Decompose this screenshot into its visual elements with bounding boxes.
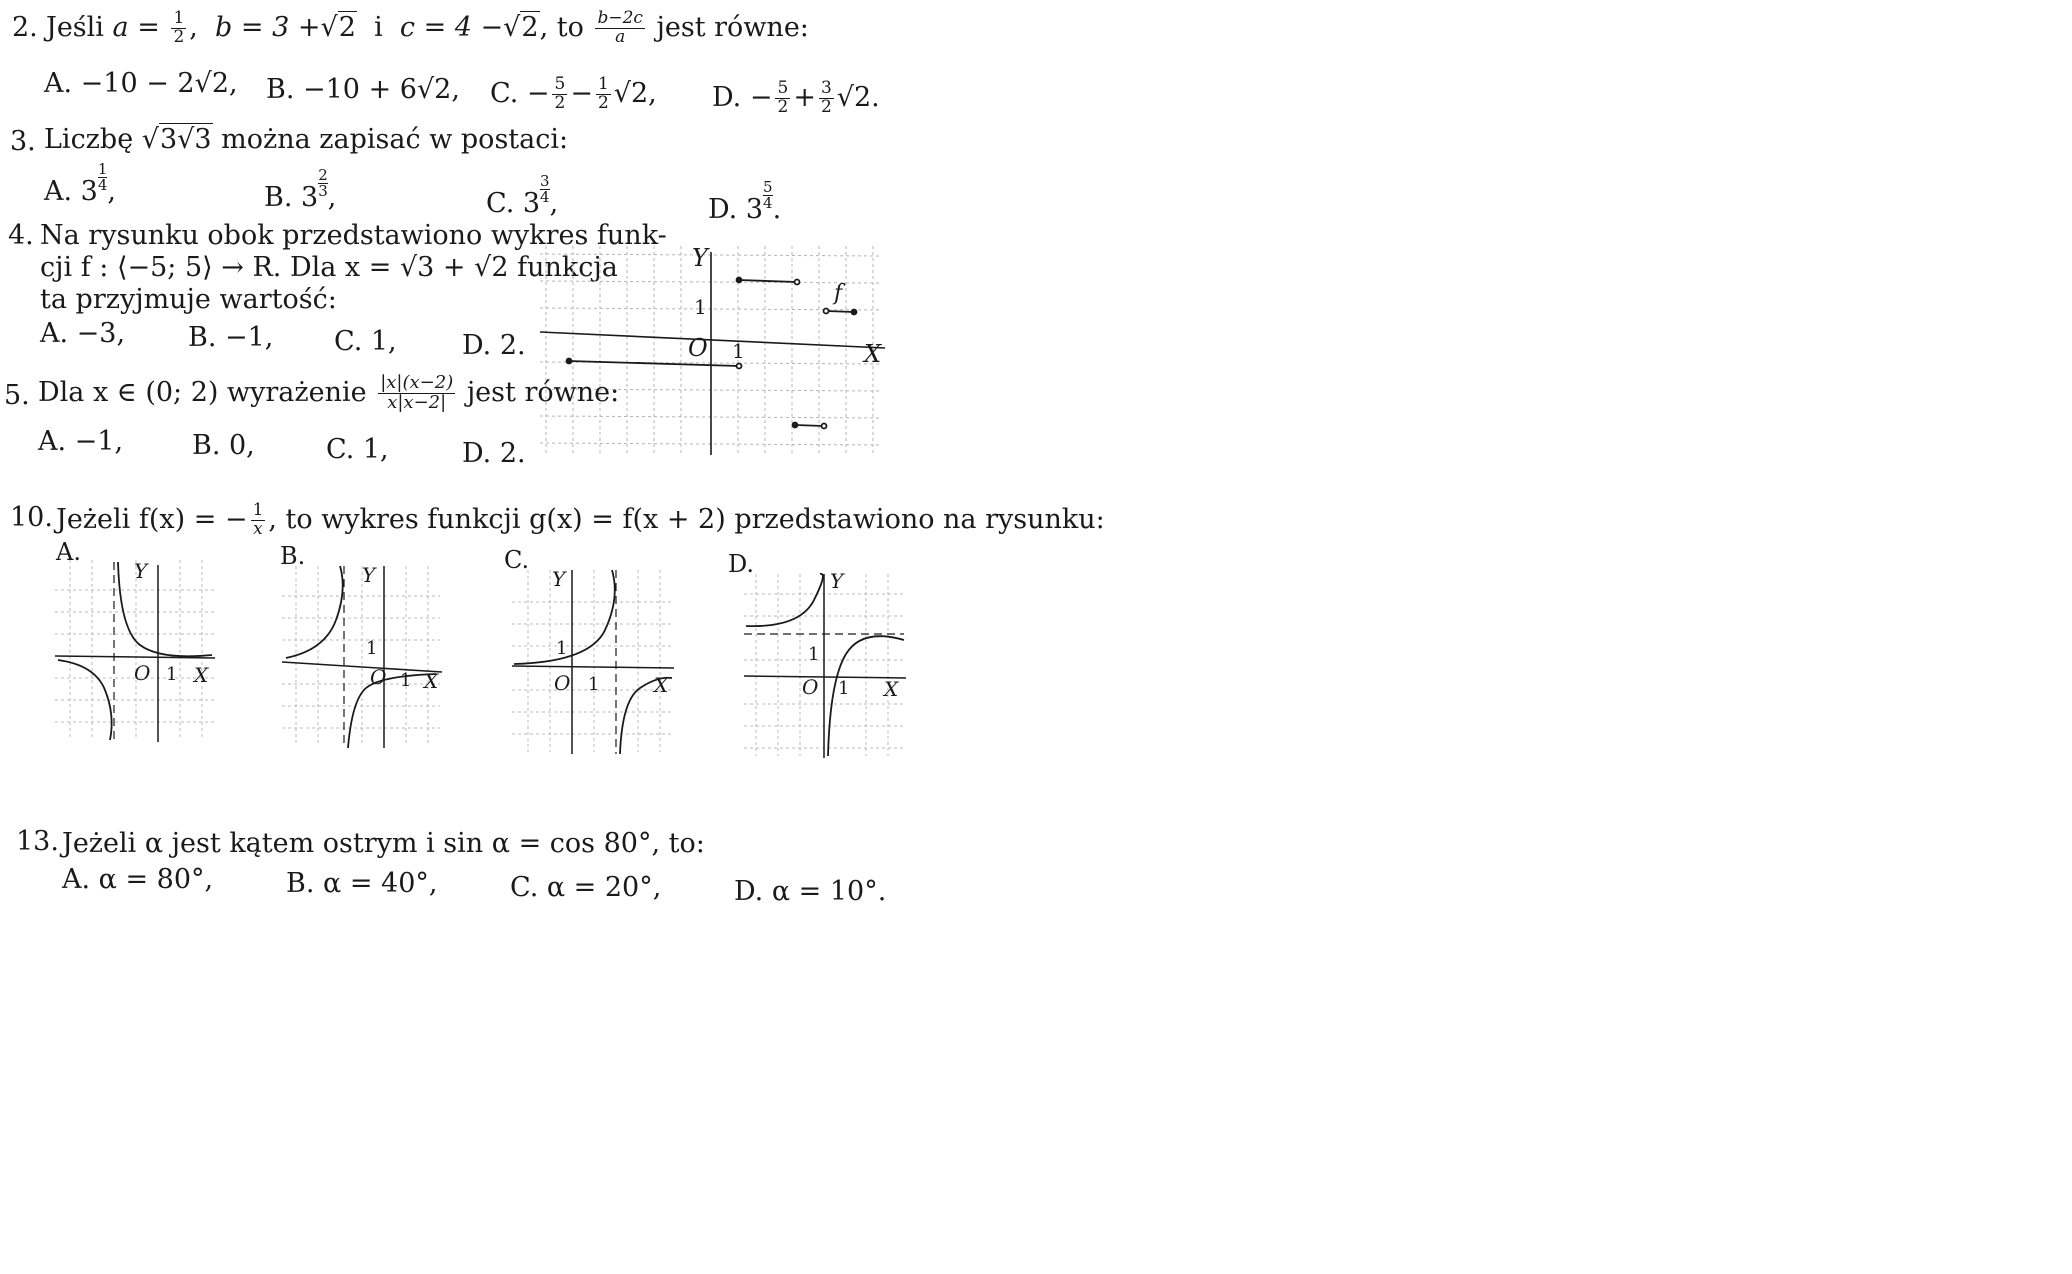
q5-answer-a[interactable]: A. −1,: [38, 426, 124, 457]
q13-answer-b[interactable]: B. α = 40°,: [286, 868, 438, 899]
q3-answer-b[interactable]: B. 3 $\frac{2}{3}$ ,: [264, 166, 337, 213]
q5-answer-d[interactable]: D. 2.: [462, 438, 526, 469]
svg-text:1: 1: [838, 678, 850, 699]
q4-number: 4.: [8, 220, 34, 251]
q3-statement: Liczbę √3√3 można zapisać w postaci:: [44, 124, 569, 155]
svg-text:1: 1: [400, 670, 412, 691]
svg-text:X: X: [654, 673, 669, 697]
q4-line-2: cji f : ⟨−5; 5⟩ → R. Dla x = √3 + √2 funkcja: [40, 252, 618, 283]
q3-answer-a[interactable]: A. 3 $\frac{1}{4}$ ,: [44, 160, 116, 207]
q5-answer-c[interactable]: C. 1,: [326, 434, 389, 465]
q5-number: 5.: [4, 380, 30, 411]
svg-text:1: 1: [166, 664, 178, 685]
q4-line-3: ta przyjmuje wartość:: [40, 284, 337, 315]
q4-line-1: Na rysunku obok przedstawiono wykres funk-: [40, 220, 667, 251]
q4-answer-a[interactable]: A. −3,: [40, 318, 126, 349]
q4-answer-b[interactable]: B. −1,: [188, 322, 274, 353]
svg-text:1: 1: [588, 674, 600, 695]
q2-answer-a[interactable]: A. −10 − 2√2,: [44, 68, 238, 99]
q10-option-c-label[interactable]: C.: [504, 546, 530, 574]
q10-option-d-label[interactable]: D.: [728, 550, 755, 578]
q13-statement: Jeżeli α jest kątem ostrym i sin α = cos 80°, to:: [62, 828, 705, 859]
q4-answer-c[interactable]: C. 1,: [334, 326, 397, 357]
svg-text:Y: Y: [362, 563, 376, 587]
q4-x-one-label: 1: [732, 339, 745, 363]
svg-text:X: X: [194, 663, 209, 687]
q10-number: 10.: [10, 502, 53, 533]
svg-text:O: O: [370, 665, 387, 689]
q10-option-b-label[interactable]: B.: [280, 542, 306, 570]
svg-text:Y: Y: [552, 567, 566, 591]
svg-text:O: O: [134, 661, 151, 685]
svg-text:Y: Y: [134, 559, 148, 583]
svg-text:X: X: [424, 669, 439, 693]
q13-answer-c[interactable]: C. α = 20°,: [510, 872, 662, 903]
q4-y-label: Y: [692, 244, 708, 272]
svg-text:1: 1: [366, 638, 378, 659]
q2-answer-c[interactable]: C. − $\frac{5}{2}$ − $\frac{1}{2}$ √2,: [490, 74, 657, 113]
q3-number: 3.: [10, 126, 36, 157]
q3-answer-c[interactable]: C. 3 $\frac{3}{4}$ ,: [486, 172, 559, 219]
q13-answer-a[interactable]: A. α = 80°,: [62, 864, 214, 895]
q2-statement: Jeśli a = $\frac{1}{2}$ , b = 3 +√2 i c = 4 −√2, to $\frac{b-2c}{a}$ jest równe:: [46, 8, 809, 47]
q4-x-label: X: [864, 340, 882, 368]
q4-answer-d[interactable]: D. 2.: [462, 330, 526, 361]
svg-text:X: X: [884, 677, 899, 701]
svg-text:1: 1: [556, 638, 568, 659]
q5-answer-b[interactable]: B. 0,: [192, 430, 255, 461]
q4-f-label: f: [834, 281, 843, 306]
q2-answer-b[interactable]: B. −10 + 6√2,: [266, 74, 460, 105]
q4-origin-label: O: [688, 334, 708, 362]
q10-option-a-label[interactable]: A.: [56, 538, 81, 566]
svg-text:1: 1: [808, 644, 820, 665]
q2-answer-d[interactable]: D. − $\frac{5}{2}$ + $\frac{3}{2}$ √2.: [712, 78, 880, 117]
svg-text:Y: Y: [830, 569, 844, 593]
q4-x-axis: [540, 332, 885, 348]
svg-text:O: O: [554, 671, 571, 695]
q5-statement: Dla x ∈ (0; 2) wyrażenie $\frac{|x|(x-2)}{x|x-2|}$ jest równe:: [38, 372, 620, 413]
q13-number: 13.: [16, 826, 59, 857]
q2-number: 2.: [12, 12, 38, 43]
q10-statement: Jeżeli f(x) = − $\frac{1}{x}$ , to wykres funkcji g(x) = f(x + 2) przedstawiono na rysunku:: [56, 500, 1105, 539]
q3-answer-d[interactable]: D. 3 $\frac{5}{4}$ .: [708, 178, 782, 225]
q4-y-one-label: 1: [694, 295, 707, 319]
q13-answer-d[interactable]: D. α = 10°.: [734, 876, 887, 907]
svg-text:O: O: [802, 675, 819, 699]
